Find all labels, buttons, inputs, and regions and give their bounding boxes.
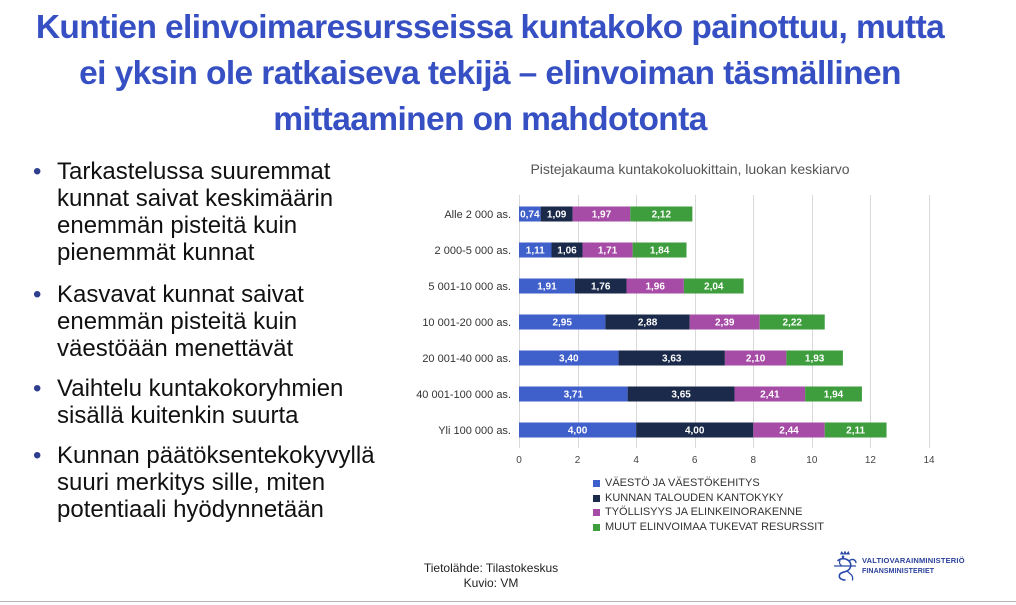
legend-swatch [593,495,600,502]
x-tick-label: 14 [923,455,935,466]
legend-swatch [593,524,600,531]
bullet-item: • Kunnan päätöksentekokyvyllä suuri merkitys sille, miten potentiaali hyödynnetään [33,442,387,523]
bullet-list [33,158,387,536]
figure-credit: Kuvio: VM [463,576,519,590]
data-label: 1,76 [590,281,611,293]
data-label: 1,06 [557,245,577,257]
category-label: Alle 2 000 as. [444,209,511,221]
x-tick-label: 12 [864,455,876,466]
legend-label: TYÖLLISYYS JA ELINKEINORAKENNE [605,506,803,519]
bullet-item: • Vaihtelu kuntakokoryhmien sisällä kuitenkin suurta [33,375,387,429]
category-label: 20 001-40 000 as. [422,353,511,365]
data-label: 4,00 [684,425,705,437]
source-note [391,561,591,591]
logo-text [862,555,965,577]
category-label: 2 000-5 000 as. [434,245,511,257]
data-label: 2,11 [846,425,866,437]
data-label: 1,09 [546,209,567,221]
slide-title-line: mittaaminen on mahdotonta [273,101,707,138]
chart-legend [592,476,824,535]
legend-swatch [593,509,600,516]
data-label: 3,65 [671,389,691,401]
data-label: 1,11 [525,245,545,257]
legend-item [592,491,824,506]
category-label: 5 001-10 000 as. [428,281,511,293]
ministry-logo [832,549,965,582]
legend-label: KUNNAN TALOUDEN KANTOKYKY [605,491,784,504]
x-tick-label: 0 [516,455,522,466]
legend-swatch [593,480,600,487]
data-label: 4,00 [567,425,588,437]
x-tick-label: 2 [574,455,581,466]
logo-line-swedish: FINANSMINISTERIET [862,567,935,575]
bottom-divider [0,601,1016,602]
chart-title: Pistejakauma kuntakokoluokittain, luokan keskiarvo [530,161,850,177]
category-label: 10 001-20 000 as. [422,317,511,329]
data-label: 2,12 [651,209,672,221]
data-label: 2,44 [779,425,799,437]
slide-title-line: Kuntien elinvoimaresursseissa kuntakoko painottuu, mutta [35,9,945,46]
slide-title [0,5,980,143]
data-label: 2,10 [745,353,766,365]
data-label: 1,97 [591,209,612,221]
logo-line-finnish: VALTIOVARAINMINISTERIÖ [862,555,965,565]
bullet-item: • Tarkastelussa suuremmat kunnat saivat keskimäärin enemmän pisteitä kuin pienemmät kunnat [33,158,387,266]
data-label: 1,96 [645,281,665,293]
data-label: 1,84 [649,245,670,257]
data-label: 2,41 [760,389,780,401]
data-label: 2,88 [637,317,658,329]
data-label: 2,22 [782,317,802,329]
x-tick-label: 6 [691,455,698,466]
data-label: 2,04 [704,281,724,293]
data-label: 1,71 [597,245,618,257]
data-label: 1,94 [823,389,844,401]
lion-emblem-icon [832,549,858,582]
bars [519,207,887,438]
slide-title-line: ei yksin ole ratkaiseva tekijä – elinvoiman täsmällinen [79,55,901,92]
data-label: 1,93 [804,353,825,365]
x-tick-label: 4 [633,455,639,466]
legend-label: VÄESTÖ JA VÄESTÖKEHITYS [605,477,760,489]
data-label: 3,40 [559,353,579,365]
data-label: 3,71 [563,389,584,401]
data-label: 0,74 [520,209,540,221]
category-label: 40 001-100 000 as. [416,389,511,401]
legend-label: MUUT ELINVOIMAA TUKEVAT RESURSSIT [605,521,825,534]
data-label: 2,95 [552,317,572,329]
stacked-bar-chart [395,185,945,470]
legend-item [592,520,824,535]
data-label: 2,39 [714,317,735,329]
legend-item [592,476,824,491]
data-label: 1,91 [537,281,557,293]
legend-item [592,505,824,520]
x-tick-label: 8 [750,455,757,466]
data-label: 3,63 [661,353,682,365]
bullet-item: • Kasvavat kunnat saivat enemmän pisteitä kuin väestöään menettävät [33,281,387,362]
data-source: Tietolähde: Tilastokeskus [423,561,559,575]
x-tick-label: 10 [806,455,818,466]
category-label: Yli 100 000 as. [438,425,511,437]
